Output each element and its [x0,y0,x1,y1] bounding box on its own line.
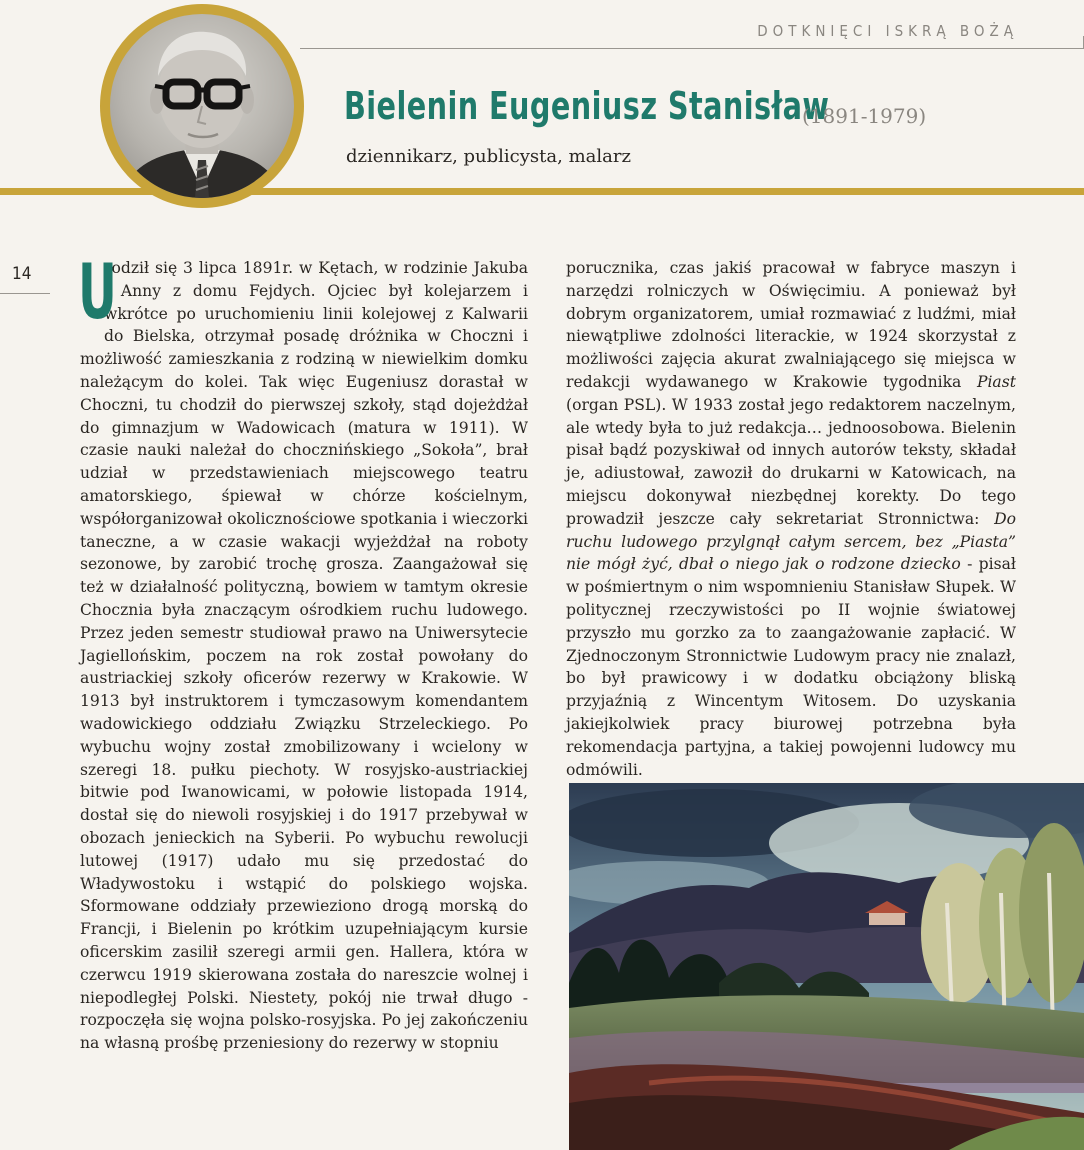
magazine-title: Piast [976,372,1016,391]
portrait-photo [110,14,294,198]
body-column-right [566,257,1016,781]
body-text-segment: - pisał w pośmiertnym o nim wspomnieniu Stanisław Słupek. W politycznej rzeczywistości po II wojnie światowej przyszło mu gorzko za to zaangażowanie zapłacić. W Zjednoczonym Stronnictwie Ludowym pracy nie znalazł, bo był prawicowy i w dodatku obciążony bliską przyjaźnią z Wincentym Witosem. Do uzyskania jakiejkolwiek pracy biurowej potrzebna była rekomendacja partyjna, a takiej powojenni ludowcy mu odmówili. [566,555,1016,779]
page-number-rule [0,293,50,294]
drop-cap: U [78,247,117,336]
top-rule [300,48,1084,49]
portrait-illustration [110,14,294,198]
landscape-painting [569,783,1084,1150]
body-paragraph-left: rodził się 3 lipca 1891r. w Kętach, w rodzinie Jakuba i Anny z domu Fejdych. Ojciec był kolejarzem i wkrótce po uruchomieniu linii kolejowej z Kalwarii do Bielska, otrzymał posadę dróżnika w Choczni i możliwość zamieszkania z rodziną w niewielkim domku należącym do kolei. Tak więc Eugeniusz dorastał w Choczni, tu chodził do pierwszej szkoły, stąd dojeżdżał do gimnazjum w Wadowicach (matura w 1911). W czasie nauki należał do chocznińskiego „Sokoła”, brał udział w przedstawieniach miejscowego teatru amatorskiego, śpiewał w chórze kościelnym, współorganizował okolicznościowe spotkania i wieczorki taneczne, a w czasie wakacji wyjeżdżał na roboty sezonowe, by zarobić trochę grosza. Zaangażował się też w działalność polityczną, bowiem w tamtym okresie Chocznia była znaczącym ośrodkiem ruchu ludowego. Przez jeden semestr studiował prawo na Uniwersytecie Jagiellońskim, poczem na rok został powołany do austriackiej szkoły oficerów rezerwy w Krakowie. W 1913 był instruktorem i tymczasowym komendantem wadowickiego oddziału Związku Strzeleckiego. Po wybuchu wojny został zmobilizowany i wcielony w szeregi 18. pułku piechoty. W rosyjsko-austriackiej bitwie pod Iwanowicami, w połowie listopada 1914, dostał się do niewoli rosyjskiej i do 1917 przebywał w obozach jenieckich na Syberii. Po wybuchu rewolucji lutowej (1917) udało mu się przedostać do Władywostoku i wstąpić do polskiego wojska. Sformowane oddziały przewieziono drogą morską do Francji, i Bielenin po krótkim uzupełniającym kursie oficerskim zasilił szeregi armii gen. Hallera, która w czerwcu 1919 skierowana została do nareszcie wolnej i niepodległej Polski. Niestety, pokój nie trwał długo - rozpoczęła się wojna polsko-rosyjska. Po jej zakończeniu na własną prośbę przeniesiony do rezerwy w stopniu [80,259,528,1053]
body-paragraph-right [566,257,1016,781]
body-text-segment: porucznika, czas jakiś pracował w fabryce maszyn i narzędzi rolniczych w Oświęcimiu. A ponieważ był dobrym organizatorem, umiał rozmawiać z ludźmi, miał niewątpliwe zdolności literackie, w 1924 skorzystał z możliwości zajęcia akurat zwalniającego się miejsca w redakcji wydawanego w Krakowie tygodnika [566,259,1016,391]
body-text-segment: (organ PSL). W 1933 został jego redaktorem naczelnym, ale wtedy była to już redakcja… jednoosobowa. Bielenin pisał bądź pozyskiwał od innych autorów teksty, składał je, adiustował, zawoził do drukarni w Katowicach, na miejscu dokonywał niezbędnej korekty. Do tego prowadził jeszcze cały sekretariat Stronnictwa: [566,395,1016,528]
life-dates: (1891-1979) [802,104,927,128]
portrait-frame [100,4,304,208]
running-head: DOTKNIĘCI ISKRĄ BOŻĄ [757,22,1018,40]
body-column-left [78,247,528,1055]
page-number: 14 [12,264,32,284]
painting-illustration [569,783,1084,1150]
person-name-heading: Bielenin Eugeniusz Stanisław [344,84,830,128]
memorial-quote: Do ruchu ludowego przylgnął całym sercem, bez „Piasta” nie mógł żyć, dbał o niego jak o rodzone dziecko [566,509,1016,574]
person-occupation: dziennikarz, publicysta, malarz [346,146,631,167]
